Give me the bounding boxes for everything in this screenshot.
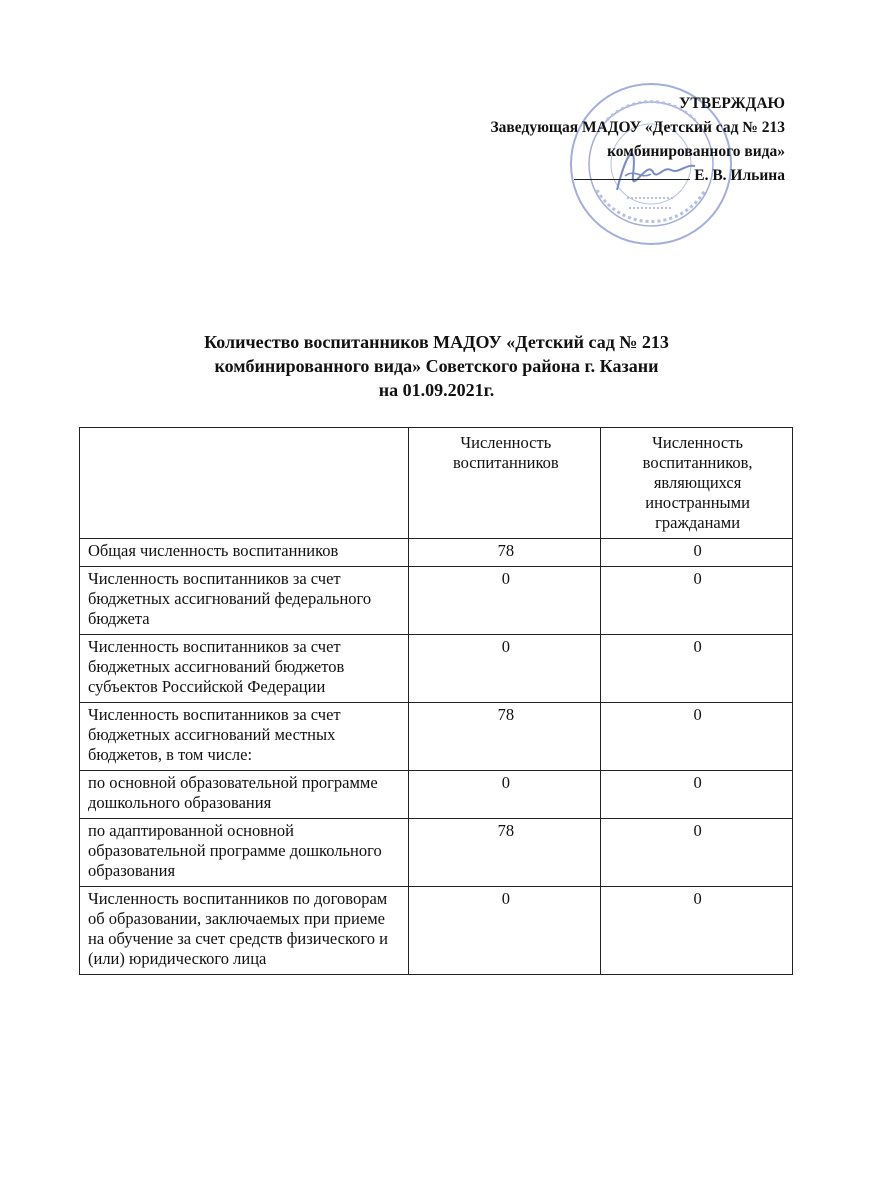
approval-position-cont: комбинированного вида» (607, 143, 785, 160)
table-row (80, 887, 793, 975)
row-count: 78 (409, 819, 601, 887)
signatory-name: Е. В. Ильина (694, 167, 785, 184)
document-title (0, 330, 873, 402)
approval-block (491, 92, 786, 188)
row-count: 0 (409, 771, 601, 819)
row-count: 78 (409, 703, 601, 771)
row-foreign: 0 (601, 567, 793, 635)
row-label: по основной образовательной программе дошкольного образования (80, 771, 409, 819)
row-label: по адаптированной основной образовательной программе дошкольного образования (80, 819, 409, 887)
row-foreign: 0 (601, 703, 793, 771)
table-row (80, 567, 793, 635)
table-row (80, 819, 793, 887)
row-foreign: 0 (601, 819, 793, 887)
approval-position: Заведующая МАДОУ «Детский сад № 213 (490, 119, 785, 136)
header-blank (80, 428, 409, 539)
table-header-row (80, 428, 793, 539)
table-row (80, 703, 793, 771)
title-line-1: Количество воспитанников МАДОУ «Детский сад № 213 (204, 332, 669, 352)
title-line-2: комбинированного вида» Советского района г. Казани (214, 356, 659, 376)
signature-line (574, 179, 690, 180)
row-count: 0 (409, 567, 601, 635)
row-label: Общая численность воспитанников (80, 539, 409, 567)
table-row (80, 771, 793, 819)
row-label: Численность воспитанников за счет бюджетных ассигнований местных бюджетов, в том числе: (80, 703, 409, 771)
approval-signatory (491, 164, 786, 188)
row-label: Численность воспитанников за счет бюджетных ассигнований бюджетов субъектов Российской Федерации (80, 635, 409, 703)
row-foreign: 0 (601, 771, 793, 819)
pupils-table (79, 427, 793, 975)
row-label: Численность воспитанников за счет бюджетных ассигнований федерального бюджета (80, 567, 409, 635)
table-row (80, 635, 793, 703)
row-foreign: 0 (601, 887, 793, 975)
row-foreign: 0 (601, 635, 793, 703)
title-line-3: на 01.09.2021г. (378, 380, 495, 400)
row-label: Численность воспитанников по договорам об образовании, заключаемых при приеме на обучение за счет средств физического и (или) юридического лица (80, 887, 409, 975)
row-foreign: 0 (601, 539, 793, 567)
row-count: 0 (409, 635, 601, 703)
table-row (80, 539, 793, 567)
header-count: Численность воспитанников (409, 428, 601, 539)
header-foreign: Численность воспитанников, являющихся иностранными гражданами (601, 428, 793, 539)
approval-heading: УТВЕРЖДАЮ (679, 95, 785, 112)
row-count: 78 (409, 539, 601, 567)
row-count: 0 (409, 887, 601, 975)
